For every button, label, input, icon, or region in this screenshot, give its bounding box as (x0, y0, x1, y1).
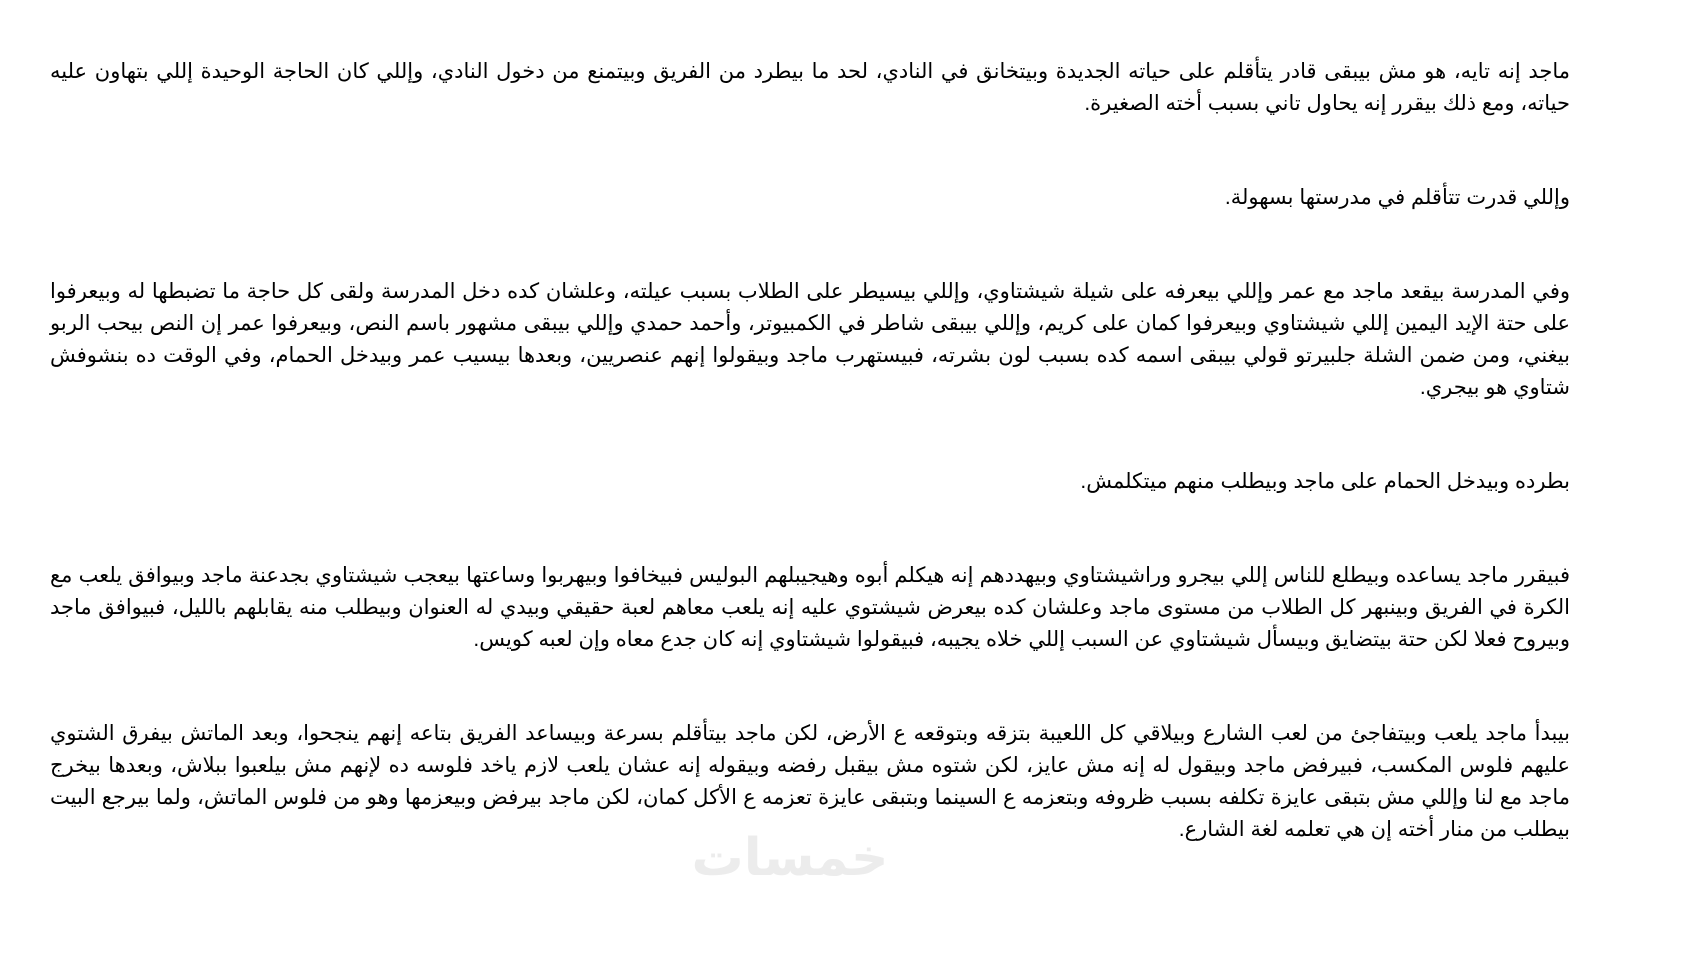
paragraph-3: وفي المدرسة بيقعد ماجد مع عمر وإللي بيعرفه على شيلة شيشتاوي، وإللي بيسيطر على الطلاب بسبب عيلته، وعلشان كده دخل المدرسة ولقى كل حاجة ما تضبطها له وبيعرفوا على حتة الإيد اليمين إللي شيشتاوي وبيعرفوا كمان على كريم، وإللي بيبقى شاطر في الكمبيوتر، وأحمد حمدي وإللي بيبقى مشهور باسم النص، وبيعرفوا عمر إن النص بيحب الربو بيغني، ومن ضمن الشلة جلبيرتو قولي بيبقى اسمه كده بسبب لون بشرته، فبيستهرب ماجد وبيقولوا إنهم عنصريين، وبعدها بيسيب عمر وبيدخل الحمام، وفي الوقت ده بنشوفش شتاوي هو بيجري. (50, 280, 1570, 399)
paragraph-1: ماجد إنه تايه، هو مش بيبقى قادر يتأقلم على حياته الجديدة وبيتخانق في النادي، لحد ما بيطرد من الفريق وبيتمنع من دخول النادي، وإللي كان الحاجة الوحيدة إللي بتهاون عليه حياته، ومع ذلك بيقرر إنه يحاول تاني بسبب أخته الصغيرة. (50, 60, 1570, 115)
paragraph-4: بطرده وبيدخل الحمام على ماجد وبيطلب منهم ميتكلمش. (1080, 470, 1570, 493)
article-body (50, 56, 1570, 908)
paragraph-2: وإللي قدرت تتأقلم في مدرستها بسهولة. (1224, 186, 1570, 209)
paragraph-6: بيبدأ ماجد يلعب وبيتفاجئ من لعب الشارع وبيلاقي كل اللعيبة بتزقه وبتوقعه ع الأرض، لكن ماجد بيتأقلم بسرعة وبيساعد الفريق بتاعه إنهم ينجحوا، وبعد الماتش بيفرق الشتوي عليهم فلوس المكسب، فبيرفض ماجد وبيقول له إنه مش عايز، لكن شتوه مش بيقبل رفضه وبيقوله إنه عشان يلعب لازم ياخد فلوسه ده لإنهم مش بيلعبوا ببلاش، وبعدها بيخرج ماجد مع لنا وإللي مش بتبقى عايزة تكلفه بسبب ظروفه وبتعزمه ع السينما وبتبقى عايزة تعزمه ع الأكل كمان، لكن ماجد بيرفض وبيعزمها وهو من فلوس الماتش، ولما بيرجع البيت بيطلب من منار أخته إن هي تعلمه لغة الشارع. (50, 722, 1570, 841)
watermark-logo: خمسات (691, 828, 889, 888)
paragraph-5: فبيقرر ماجد يساعده وبيطلع للناس إللي بيجرو وراشيشتاوي وبيهددهم إنه هيكلم أبوه وهيجيبلهم البوليس فبيخافوا وبيهربوا وساعتها بيعجب شيشتاوي بجدعنة ماجد وبيوافق يلعب مع الكرة في الفريق وبينبهر كل الطلاب من مستوى ماجد وعلشان كده بيعرض شيشتوي عليه إنه يلعب معاهم لعبة حقيقي وبيدي له العنوان وبيطلب منه يقابلهم بالليل، فبيوافق ماجد وبيروح فعلا لكن حتة بيتضايق وبيسأل شيشتاوي عن السبب إللي خلاه يجيبه، فبيقولوا شيشتاوي إنه كان جدع معاه وإن لعبه كويس. (50, 564, 1570, 651)
